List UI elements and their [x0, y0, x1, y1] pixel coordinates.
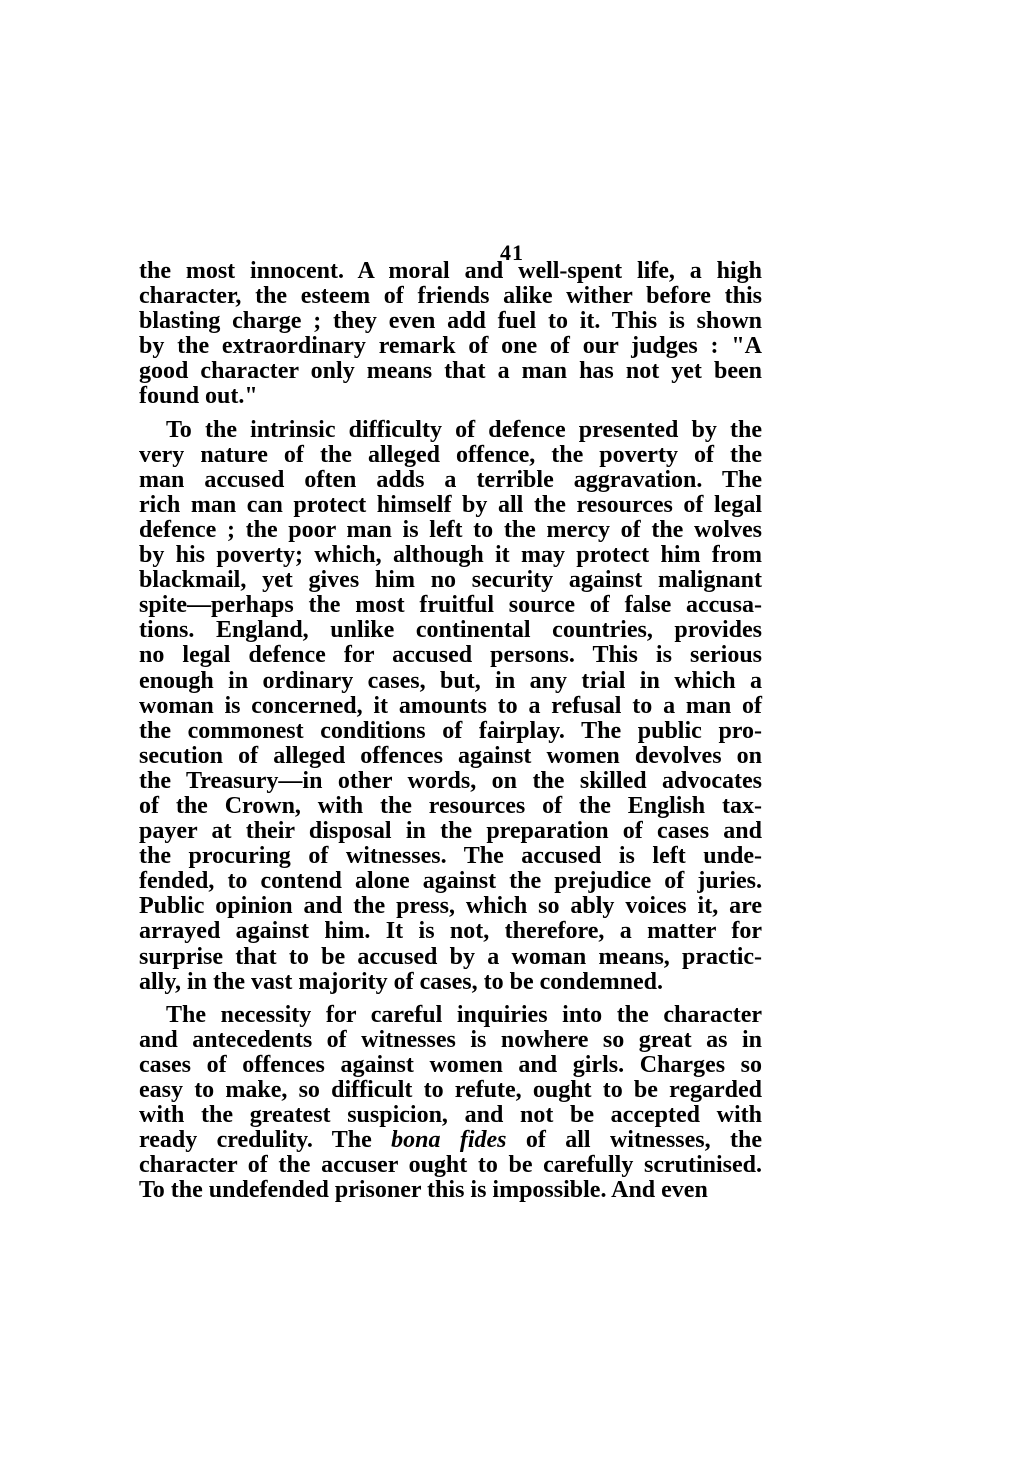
text-line: The necessity for careful inquiries into the character	[166, 1001, 762, 1028]
text-line: surprise that to be accused by a woman means, practic-	[139, 943, 762, 970]
text-line: To the undefended prisoner this is impossible. And even	[139, 1177, 708, 1204]
text-line: spite—perhaps the most fruitful source of false accusa-	[139, 592, 762, 619]
text-line: of the Crown, with the resources of the English tax-	[139, 792, 762, 819]
text-line-with-italic	[139, 1128, 762, 1153]
text-line: cases of offences against women and girls. Charges so	[139, 1051, 762, 1078]
text-line: man accused often adds a terrible aggravation. The	[139, 466, 762, 493]
text-segment: ready credulity. The	[139, 1127, 392, 1154]
text-line: good character only means that a man has not yet been	[139, 358, 762, 385]
text-line: character, the esteem of friends alike wither before this	[139, 283, 762, 310]
text-line: the Treasury—in other words, on the skilled advocates	[139, 767, 762, 794]
text-line: no legal defence for accused persons. This is serious	[139, 642, 762, 669]
text-line: defence ; the poor man is left to the mercy of the wolves	[139, 516, 762, 543]
text-line: blackmail, yet gives him no security against malignant	[139, 567, 762, 594]
text-line: tions. England, unlike continental countries, provides	[139, 617, 762, 644]
page-number: 41	[500, 240, 524, 265]
text-line: fended, to contend alone against the prejudice of juries.	[139, 868, 762, 895]
text-line: character of the accuser ought to be carefully scrutinised.	[139, 1152, 762, 1179]
text-line: found out."	[139, 383, 258, 410]
text-line: blasting charge ; they even add fuel to it. This is shown	[139, 308, 762, 335]
text-line: woman is concerned, it amounts to a refusal to a man of	[139, 692, 762, 719]
text-line: rich man can protect himself by all the resources of legal	[139, 491, 762, 518]
body-text	[139, 259, 762, 1203]
text-line: with the greatest suspicion, and not be accepted with	[139, 1102, 762, 1129]
text-line: the commonest conditions of fairplay. The public pro-	[139, 717, 762, 744]
text-line: and antecedents of witnesses is nowhere so great as in	[139, 1026, 762, 1053]
text-line: by his poverty; which, although it may protect him from	[139, 542, 762, 569]
text-line: the most innocent. A moral and well-spent life, a high	[139, 258, 762, 284]
text-line: arrayed against him. It is not, therefore, a matter for	[139, 918, 762, 945]
paragraph-2	[139, 418, 762, 995]
text-line: enough in ordinary cases, but, in any trial in which a	[139, 667, 762, 694]
text-line: easy to make, so difficult to refute, ought to be regarded	[139, 1077, 762, 1103]
text-line: payer at their disposal in the preparation of cases and	[139, 818, 762, 845]
paragraph-3	[139, 1003, 762, 1204]
text-line: To the intrinsic difficulty of defence presented by the	[166, 416, 762, 443]
text-line: secution of alleged offences against women devolves on	[139, 742, 762, 769]
text-line: by the extraordinary remark of one of our judges : "A	[139, 333, 762, 360]
paragraph-1	[139, 259, 762, 410]
text-line: the procuring of witnesses. The accused is left unde-	[139, 843, 762, 870]
text-line: ally, in the vast majority of cases, to be condemned.	[139, 968, 663, 995]
text-line: very nature of the alleged offence, the poverty of the	[139, 441, 762, 468]
text-segment: of all witnesses, the	[506, 1127, 762, 1154]
italic-phrase: bona fides	[391, 1127, 507, 1154]
text-line: Public opinion and the press, which so ably voices it, are	[139, 893, 762, 920]
